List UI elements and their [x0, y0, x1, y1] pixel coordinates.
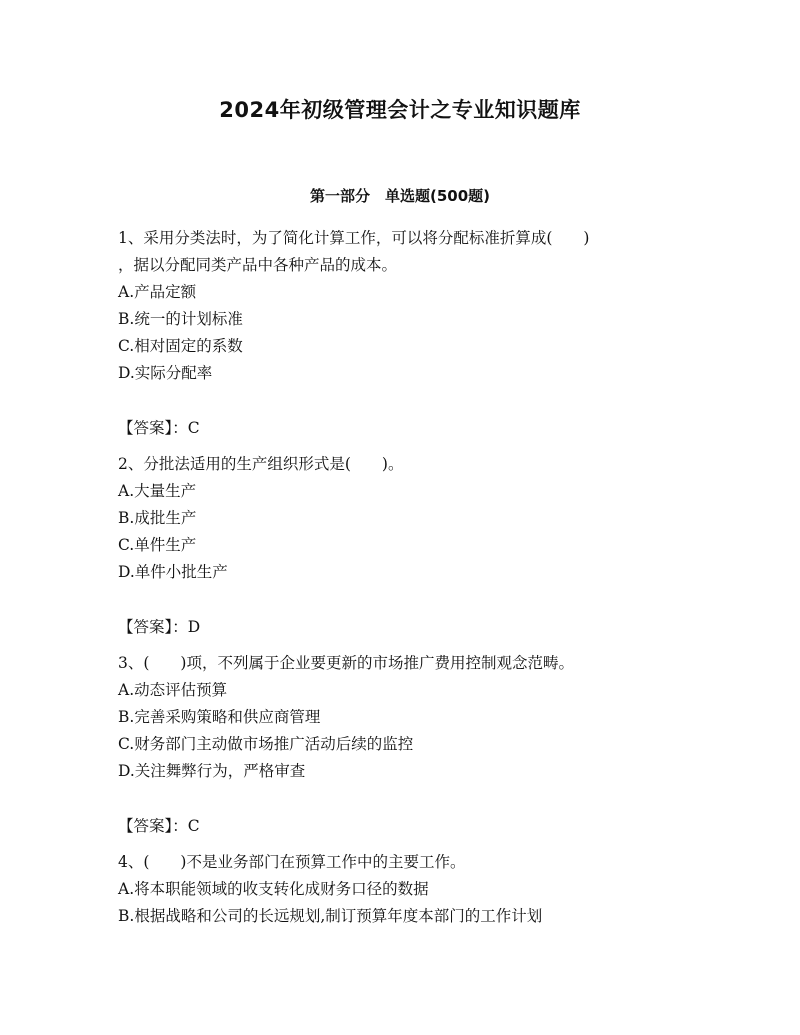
option-d: D.单件小批生产 — [118, 563, 228, 581]
spacer — [118, 442, 688, 451]
option-d: D.关注舞弊行为，严格审查 — [118, 762, 306, 780]
option-b: B.完善采购策略和供应商管理 — [118, 708, 321, 726]
question-stem: 1、采用分类法时，为了简化计算工作，可以将分配标准折算成( ) — [118, 229, 590, 247]
option-a: A.将本职能领域的收支转化成财务口径的数据 — [118, 880, 429, 898]
option-a: A.动态评估预算 — [118, 681, 228, 699]
question-stem: 2、分批法适用的生产组织形式是( )。 — [118, 455, 404, 473]
document-title: 2024年初级管理会计之专业知识题库 — [219, 98, 581, 122]
option-a: A.大量生产 — [118, 482, 197, 500]
spacer — [118, 641, 688, 650]
question-item — [118, 225, 688, 451]
question-list — [118, 225, 688, 930]
question-item — [118, 451, 688, 650]
spacer — [118, 785, 688, 813]
option-a: A.产品定额 — [118, 283, 197, 301]
spacer — [118, 586, 688, 614]
option-c: C.相对固定的系数 — [118, 337, 243, 355]
answer-line: 【答案】：C — [118, 419, 200, 437]
option-b: B.根据战略和公司的长远规划,制订预算年度本部门的工作计划 — [118, 907, 543, 925]
question-stem: 3、( )项，不列属于企业要更新的市场推广费用控制观念范畴。 — [118, 654, 574, 672]
option-c: C.单件生产 — [118, 536, 197, 554]
question-stem: 4、( )不是业务部门在预算工作中的主要工作。 — [118, 853, 466, 871]
section-heading: 第一部分 单选题(500题) — [309, 187, 491, 205]
spacer — [118, 387, 688, 415]
question-item — [118, 650, 688, 849]
answer-line: 【答案】：D — [118, 618, 201, 636]
option-d: D.实际分配率 — [118, 364, 213, 382]
question-stem: ，据以分配同类产品中各种产品的成本。 — [118, 256, 398, 274]
answer-line: 【答案】：C — [118, 817, 200, 835]
option-c: C.财务部门主动做市场推广活动后续的监控 — [118, 735, 414, 753]
option-b: B.统一的计划标准 — [118, 310, 243, 328]
question-item — [118, 849, 688, 930]
option-b: B.成批生产 — [118, 509, 197, 527]
spacer — [118, 840, 688, 849]
